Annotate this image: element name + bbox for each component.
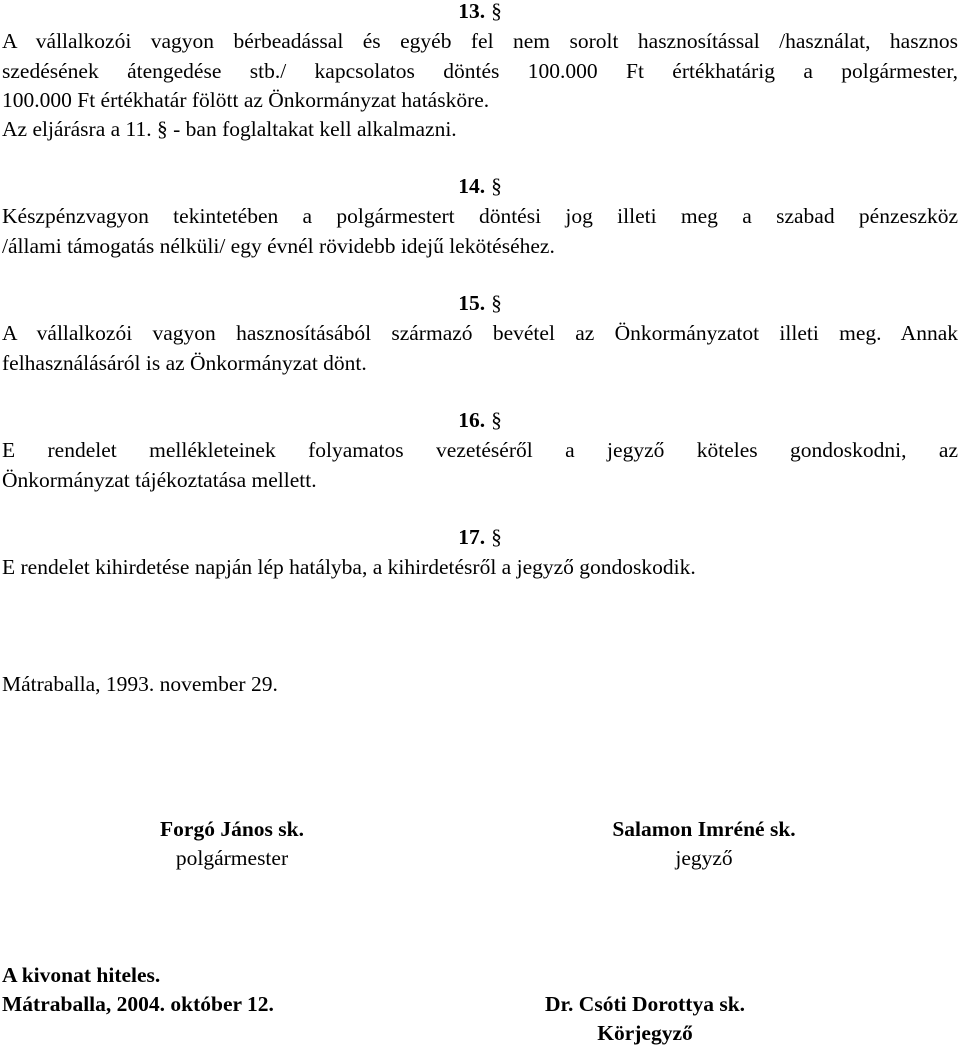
section-sign-icon: § — [491, 291, 502, 315]
signer-title-left: polgármester — [175, 846, 289, 870]
section-15-heading: 15. § — [458, 291, 502, 315]
section-14-heading: 14. § — [458, 174, 502, 198]
section-16-line-1: E rendelet mellékleteinek folyamatos vezetéséről a jegyző köteles gondoskodni, az — [2, 438, 958, 462]
certification-signer-name: Dr. Csóti Dorottya sk. — [544, 992, 746, 1016]
signature-left — [82, 815, 382, 873]
section-15-line-2: felhasználásáról is az Önkormányzat dönt. — [2, 351, 367, 375]
section-16-line-2: Önkormányzat tájékoztatása mellett. — [2, 468, 317, 492]
section-13-line-2: szedésének átengedése stb./ kapcsolatos döntés 100.000 Ft értékhatárig a polgármester, — [2, 59, 958, 83]
certification-place-date: Mátraballa, 2004. október 12. — [2, 992, 274, 1016]
section-15-line-1: A vállalkozói vagyon hasznosításából származó bevétel az Önkormányzatot illeti meg. Annak — [2, 321, 958, 345]
signature-right — [554, 815, 854, 873]
section-16-heading: 16. § — [458, 408, 502, 432]
signer-title-right: jegyző — [675, 846, 733, 870]
section-14-line-1: Készpénzvagyon tekintetében a polgármestert döntési jog illeti meg a szabad pénzeszköz — [2, 204, 958, 228]
signer-name-left: Forgó János sk. — [160, 817, 304, 841]
section-sign-icon: § — [491, 525, 502, 549]
section-17-line-1: E rendelet kihirdetése napján lép hatályba, a kihirdetésről a jegyző gondoskodik. — [2, 555, 696, 579]
section-14-line-2: /állami támogatás nélküli/ egy évnél rövidebb idejű lekötéséhez. — [2, 234, 555, 258]
certification-heading: A kivonat hiteles. — [2, 963, 161, 987]
signer-name-right: Salamon Imréné sk. — [612, 817, 796, 841]
certification-signer-title: Körjegyző — [597, 1021, 693, 1045]
place-date: Mátraballa, 1993. november 29. — [2, 672, 278, 696]
section-13-line-4: Az eljárásra a 11. § - ban foglaltakat kell alkalmazni. — [2, 117, 457, 141]
section-13-line-1: A vállalkozói vagyon bérbeadással és egyéb fel nem sorolt hasznosítással /használat, hasznos — [2, 29, 958, 53]
section-13-line-3: 100.000 Ft értékhatár fölött az Önkormányzat hatásköre. — [2, 88, 490, 112]
section-sign-icon: § — [491, 0, 502, 23]
certification-signer — [495, 990, 795, 1048]
section-sign-icon: § — [491, 174, 502, 198]
section-sign-icon: § — [491, 408, 502, 432]
section-13-heading: 13. § — [458, 0, 502, 23]
section-17-heading: 17. § — [458, 525, 502, 549]
